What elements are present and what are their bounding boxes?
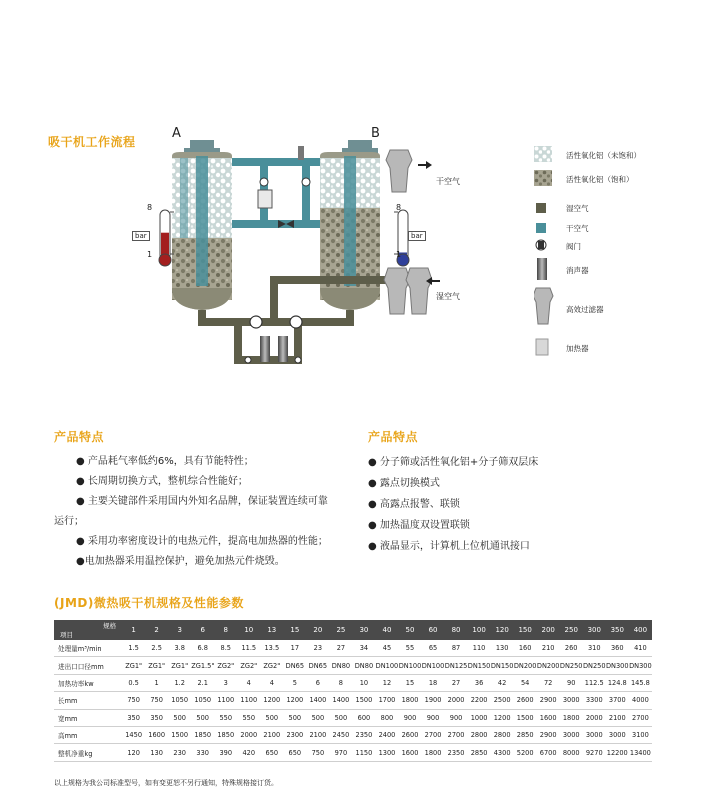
spec-model-header: 6 [191, 620, 214, 640]
spec-cell: 500 [191, 709, 214, 726]
spec-cell: 55 [398, 640, 421, 657]
spec-model-header: 40 [375, 620, 398, 640]
spec-cell: DN300 [629, 657, 652, 674]
features-right-title: 产品特点 [368, 430, 419, 444]
spec-cell: 1500 [352, 692, 375, 709]
legend-label: 消声器 [566, 266, 589, 275]
spec-cell: 1600 [398, 744, 421, 761]
tower-b [320, 140, 380, 310]
spec-cell: 8000 [560, 744, 583, 761]
spec-cell: 4 [237, 674, 260, 691]
spec-cell: DN150 [468, 657, 491, 674]
spec-cell: ZG1.5" [191, 657, 214, 674]
legend-label: 活性氧化铝（饱和） [566, 175, 634, 184]
feature-item: ● 液晶显示，计算机上位机通讯接口 [368, 541, 530, 552]
feature-item: 运行； [54, 516, 84, 527]
spec-cell: 650 [260, 744, 283, 761]
spec-cell: 750 [306, 744, 329, 761]
spec-cell: 160 [514, 640, 537, 657]
unsaturated-alumina-swatch [534, 146, 552, 162]
spec-row [54, 657, 652, 674]
legend-label: 干空气 [566, 224, 589, 233]
spec-cell: 2100 [606, 709, 629, 726]
spec-row [54, 709, 652, 726]
spec-cell: 1150 [352, 744, 375, 761]
spec-cell: DN200 [514, 657, 537, 674]
spec-cell: 900 [445, 709, 468, 726]
spec-model-header: 15 [283, 620, 306, 640]
spec-cell: 1500 [514, 709, 537, 726]
spec-cell: 13.5 [260, 640, 283, 657]
spec-cell: 330 [191, 744, 214, 761]
spec-cell: 2300 [283, 726, 306, 743]
spec-model-header: 350 [606, 620, 629, 640]
legend-label: 活性氧化铝（未饱和） [566, 151, 641, 160]
spec-cell: DN65 [306, 657, 329, 674]
spec-row-label: 进出口口径mm [54, 657, 122, 674]
spec-row-label: 整机净重kg [54, 744, 122, 761]
flow-title: 吸干机工作流程 [48, 135, 136, 149]
spec-cell: DN100 [422, 657, 445, 674]
spec-cell: 750 [122, 692, 145, 709]
spec-cell: DN150 [491, 657, 514, 674]
spec-model-header: 400 [629, 620, 652, 640]
spec-cell: 2000 [583, 709, 606, 726]
spec-cell: 90 [560, 674, 583, 691]
spec-cell: 6700 [537, 744, 560, 761]
spec-cell: DN80 [352, 657, 375, 674]
spec-cell: 2.1 [191, 674, 214, 691]
spec-row-label: 加热功率kw [54, 674, 122, 691]
spec-cell: 2900 [537, 726, 560, 743]
spec-cell: 87 [445, 640, 468, 657]
spec-cell: 410 [629, 640, 652, 657]
spec-model-header: 50 [398, 620, 421, 640]
spec-cell: 2700 [445, 726, 468, 743]
spec-cell: 2800 [491, 726, 514, 743]
spec-cell: 2100 [306, 726, 329, 743]
spec-cell: 390 [214, 744, 237, 761]
spec-cell: 120 [122, 744, 145, 761]
spec-cell: 2600 [514, 692, 537, 709]
spec-row [54, 674, 652, 691]
spec-model-header: 120 [491, 620, 514, 640]
spec-cell: 900 [398, 709, 421, 726]
legend-label: 湿空气 [566, 204, 589, 213]
spec-cell: ZG1" [168, 657, 191, 674]
spec-cell: 45 [375, 640, 398, 657]
spec-model-header: 250 [560, 620, 583, 640]
spec-cell: 1800 [422, 744, 445, 761]
spec-title: (JMD)微热吸干机规格及性能参数 [54, 596, 244, 610]
spec-cell: 112.5 [583, 674, 606, 691]
spec-cell: 130 [145, 744, 168, 761]
dry-air-arrow [418, 161, 432, 169]
legend-label: 加热器 [566, 344, 589, 353]
gauge-left-unit: bar [132, 231, 150, 241]
spec-cell: 2.5 [145, 640, 168, 657]
spec-cell: ZG2" [260, 657, 283, 674]
spec-cell: 4 [260, 674, 283, 691]
spec-cell: 15 [398, 674, 421, 691]
spec-cell: 1.2 [168, 674, 191, 691]
spec-cell: 124.8 [606, 674, 629, 691]
spec-cell: 500 [168, 709, 191, 726]
spec-cell: 2700 [629, 709, 652, 726]
spec-cell: 210 [537, 640, 560, 657]
spec-cell: 23 [306, 640, 329, 657]
spec-table [54, 620, 652, 762]
legend [534, 146, 694, 361]
spec-cell: 145.8 [629, 674, 652, 691]
spec-cell: 970 [329, 744, 352, 761]
spec-model-header: 8 [214, 620, 237, 640]
spec-cell: 18 [422, 674, 445, 691]
spec-corner-top: 规格 [103, 622, 117, 630]
spec-cell: 12200 [606, 744, 629, 761]
spec-cell: 5200 [514, 744, 537, 761]
spec-model-header: 60 [422, 620, 445, 640]
spec-cell: DN65 [283, 657, 306, 674]
spec-cell: 1 [145, 674, 168, 691]
dry-air-out-label: 干空气 [436, 177, 460, 186]
features-left-list [54, 452, 354, 572]
spec-cell: 2850 [468, 744, 491, 761]
spec-cell: 1700 [375, 692, 398, 709]
gauge-right-bottom: 1 [396, 250, 402, 259]
spec-model-header: 13 [260, 620, 283, 640]
spec-cell: 900 [422, 709, 445, 726]
spec-cell: DN80 [329, 657, 352, 674]
process-diagram [120, 128, 530, 378]
spec-cell: 500 [283, 709, 306, 726]
spec-cell: 1450 [122, 726, 145, 743]
spec-cell: 2350 [352, 726, 375, 743]
spec-cell: 500 [306, 709, 329, 726]
spec-model-header: 30 [352, 620, 375, 640]
spec-cell: 3000 [560, 726, 583, 743]
spec-cell: 1200 [283, 692, 306, 709]
spec-cell: 550 [237, 709, 260, 726]
spec-cell: 1800 [560, 709, 583, 726]
spec-cell: 2450 [329, 726, 352, 743]
gauge-left-bottom: 1 [147, 250, 153, 259]
spec-cell: DN250 [583, 657, 606, 674]
silencer-icon [537, 258, 547, 280]
spec-cell: 600 [352, 709, 375, 726]
spec-row-label: 处理量m³/min [54, 640, 122, 657]
spec-cell: 2350 [445, 744, 468, 761]
spec-model-header: 1 [122, 620, 145, 640]
spec-cell: 500 [329, 709, 352, 726]
spec-cell: 2500 [491, 692, 514, 709]
spec-cell: 2900 [537, 692, 560, 709]
dry-air-swatch [536, 223, 546, 233]
spec-cell: 3300 [583, 692, 606, 709]
spec-row [54, 744, 652, 761]
feature-item: ● 加热温度双设置联锁 [368, 520, 470, 531]
spec-row-label: 高mm [54, 726, 122, 743]
spec-cell: 3 [214, 674, 237, 691]
spec-cell: 1200 [260, 692, 283, 709]
spec-cell: 1400 [329, 692, 352, 709]
spec-cell: 2400 [375, 726, 398, 743]
spec-cell: 310 [583, 640, 606, 657]
heater-icon [536, 339, 548, 355]
wet-air-in-label: 湿空气 [436, 292, 460, 301]
spec-cell: 6 [306, 674, 329, 691]
spec-cell: 3100 [629, 726, 652, 743]
spec-cell: 6.8 [191, 640, 214, 657]
spec-cell: 1050 [191, 692, 214, 709]
spec-model-header: 25 [329, 620, 352, 640]
spec-cell: 2850 [514, 726, 537, 743]
feature-item: ● 产品耗气率低约6%，具有节能特性； [76, 456, 254, 467]
spec-model-header: 10 [237, 620, 260, 640]
spec-cell: 3000 [606, 726, 629, 743]
spec-cell: 3000 [560, 692, 583, 709]
spec-cell: 8 [329, 674, 352, 691]
features-right-list [368, 452, 688, 557]
feature-item: ● 露点切换模式 [368, 478, 440, 489]
spec-cell: 2100 [260, 726, 283, 743]
legend-label: 阀门 [566, 242, 581, 251]
feature-item: ● 分子筛或活性氧化铝+分子筛双层床 [368, 457, 539, 468]
spec-cell: 260 [560, 640, 583, 657]
spec-cell: DN100 [375, 657, 398, 674]
feature-item: ● 长周期切换方式，整机综合性能好； [76, 476, 248, 487]
gauge-right-unit: bar [408, 231, 426, 241]
spec-cell: ZG1" [122, 657, 145, 674]
spec-cell: 1100 [214, 692, 237, 709]
spec-cell: 360 [606, 640, 629, 657]
spec-cell: 1900 [422, 692, 445, 709]
spec-cell: 1200 [491, 709, 514, 726]
spec-cell: 4000 [629, 692, 652, 709]
gauge-left-top: 8 [147, 203, 153, 212]
spec-cell: 1600 [537, 709, 560, 726]
filter-icon [534, 288, 553, 324]
tower-a [172, 140, 232, 310]
gauge-left [159, 210, 174, 266]
spec-row [54, 640, 652, 657]
spec-header-row [54, 620, 652, 640]
spec-cell: 3.8 [168, 640, 191, 657]
spec-cell: 12 [375, 674, 398, 691]
spec-cell: 350 [122, 709, 145, 726]
spec-model-header: 200 [537, 620, 560, 640]
gauge-right-top: 8 [396, 203, 402, 212]
spec-cell: 420 [237, 744, 260, 761]
spec-cell: 2200 [468, 692, 491, 709]
spec-cell: 10 [352, 674, 375, 691]
spec-cell: 65 [422, 640, 445, 657]
wet-air-swatch [536, 203, 546, 213]
spec-cell: 550 [214, 709, 237, 726]
spec-cell: 0.5 [122, 674, 145, 691]
spec-model-header: 2 [145, 620, 168, 640]
spec-cell: 5 [283, 674, 306, 691]
spec-cell: 36 [468, 674, 491, 691]
spec-cell: 17 [283, 640, 306, 657]
spec-cell: 9270 [583, 744, 606, 761]
spec-cell: 8.5 [214, 640, 237, 657]
spec-cell: DN100 [398, 657, 421, 674]
spec-cell: DN250 [560, 657, 583, 674]
spec-row-label: 长mm [54, 692, 122, 709]
spec-cell: 130 [491, 640, 514, 657]
feature-item: ●电加热器采用温控保护，避免加热元件烧毁。 [76, 556, 285, 567]
spec-cell: 34 [352, 640, 375, 657]
spec-cell: 72 [537, 674, 560, 691]
spec-cell: DN125 [445, 657, 468, 674]
spec-row [54, 726, 652, 743]
spec-cell: 1850 [191, 726, 214, 743]
spec-model-header: 80 [445, 620, 468, 640]
spec-row [54, 692, 652, 709]
spec-cell: 1600 [145, 726, 168, 743]
top-piping [232, 146, 320, 228]
spec-row-label: 宽mm [54, 709, 122, 726]
spec-cell: 1800 [398, 692, 421, 709]
spec-model-header: 150 [514, 620, 537, 640]
spec-cell: 27 [329, 640, 352, 657]
spec-cell: 3000 [583, 726, 606, 743]
spec-cell: 1300 [375, 744, 398, 761]
feature-item: ● 高露点报警、联锁 [368, 499, 460, 510]
spec-cell: 2700 [422, 726, 445, 743]
spec-cell: 1100 [237, 692, 260, 709]
spec-cell: 800 [375, 709, 398, 726]
spec-cell: 54 [514, 674, 537, 691]
spec-cell: 2000 [237, 726, 260, 743]
spec-corner-bottom: 项目 [60, 631, 73, 639]
spec-cell: 4300 [491, 744, 514, 761]
spec-cell: 1050 [168, 692, 191, 709]
valve-icon [536, 240, 546, 250]
spec-cell: 350 [145, 709, 168, 726]
spec-cell: 110 [468, 640, 491, 657]
spec-cell: 1.5 [122, 640, 145, 657]
spec-cell: 650 [283, 744, 306, 761]
features-left-title: 产品特点 [54, 430, 105, 444]
spec-model-header: 20 [306, 620, 329, 640]
saturated-alumina-swatch [534, 170, 552, 186]
spec-cell: DN300 [606, 657, 629, 674]
spec-cell: 2600 [398, 726, 421, 743]
spec-cell: 500 [260, 709, 283, 726]
spec-cell: 1500 [168, 726, 191, 743]
spec-cell: 27 [445, 674, 468, 691]
spec-cell: 42 [491, 674, 514, 691]
spec-cell: 1400 [306, 692, 329, 709]
spec-cell: ZG1" [145, 657, 168, 674]
spec-cell: DN200 [537, 657, 560, 674]
spec-model-header: 100 [468, 620, 491, 640]
spec-cell: 13400 [629, 744, 652, 761]
spec-cell: 1850 [214, 726, 237, 743]
spec-corner-cell [54, 620, 122, 640]
spec-cell: 11.5 [237, 640, 260, 657]
spec-cell: 1000 [468, 709, 491, 726]
spec-cell: ZG2" [237, 657, 260, 674]
spec-cell: 3700 [606, 692, 629, 709]
spec-cell: ZG2" [214, 657, 237, 674]
spec-footnote: 以上规格为我公司标准型号，如有变更恕不另行通知，特殊规格接订货。 [54, 779, 278, 787]
legend-label: 高效过滤器 [566, 305, 604, 314]
tower-a-label: A [172, 126, 181, 141]
tower-b-label: B [371, 126, 380, 141]
feature-item: ● 采用功率密度设计的电热元件，提高电加热器的性能； [76, 536, 328, 547]
feature-item: ● 主要关键部件采用国内外知名品牌，保证装置连续可靠 [76, 496, 328, 507]
spec-cell: 2800 [468, 726, 491, 743]
spec-model-header: 3 [168, 620, 191, 640]
spec-cell: 750 [145, 692, 168, 709]
spec-model-header: 300 [583, 620, 606, 640]
spec-cell: 2000 [445, 692, 468, 709]
spec-cell: 230 [168, 744, 191, 761]
